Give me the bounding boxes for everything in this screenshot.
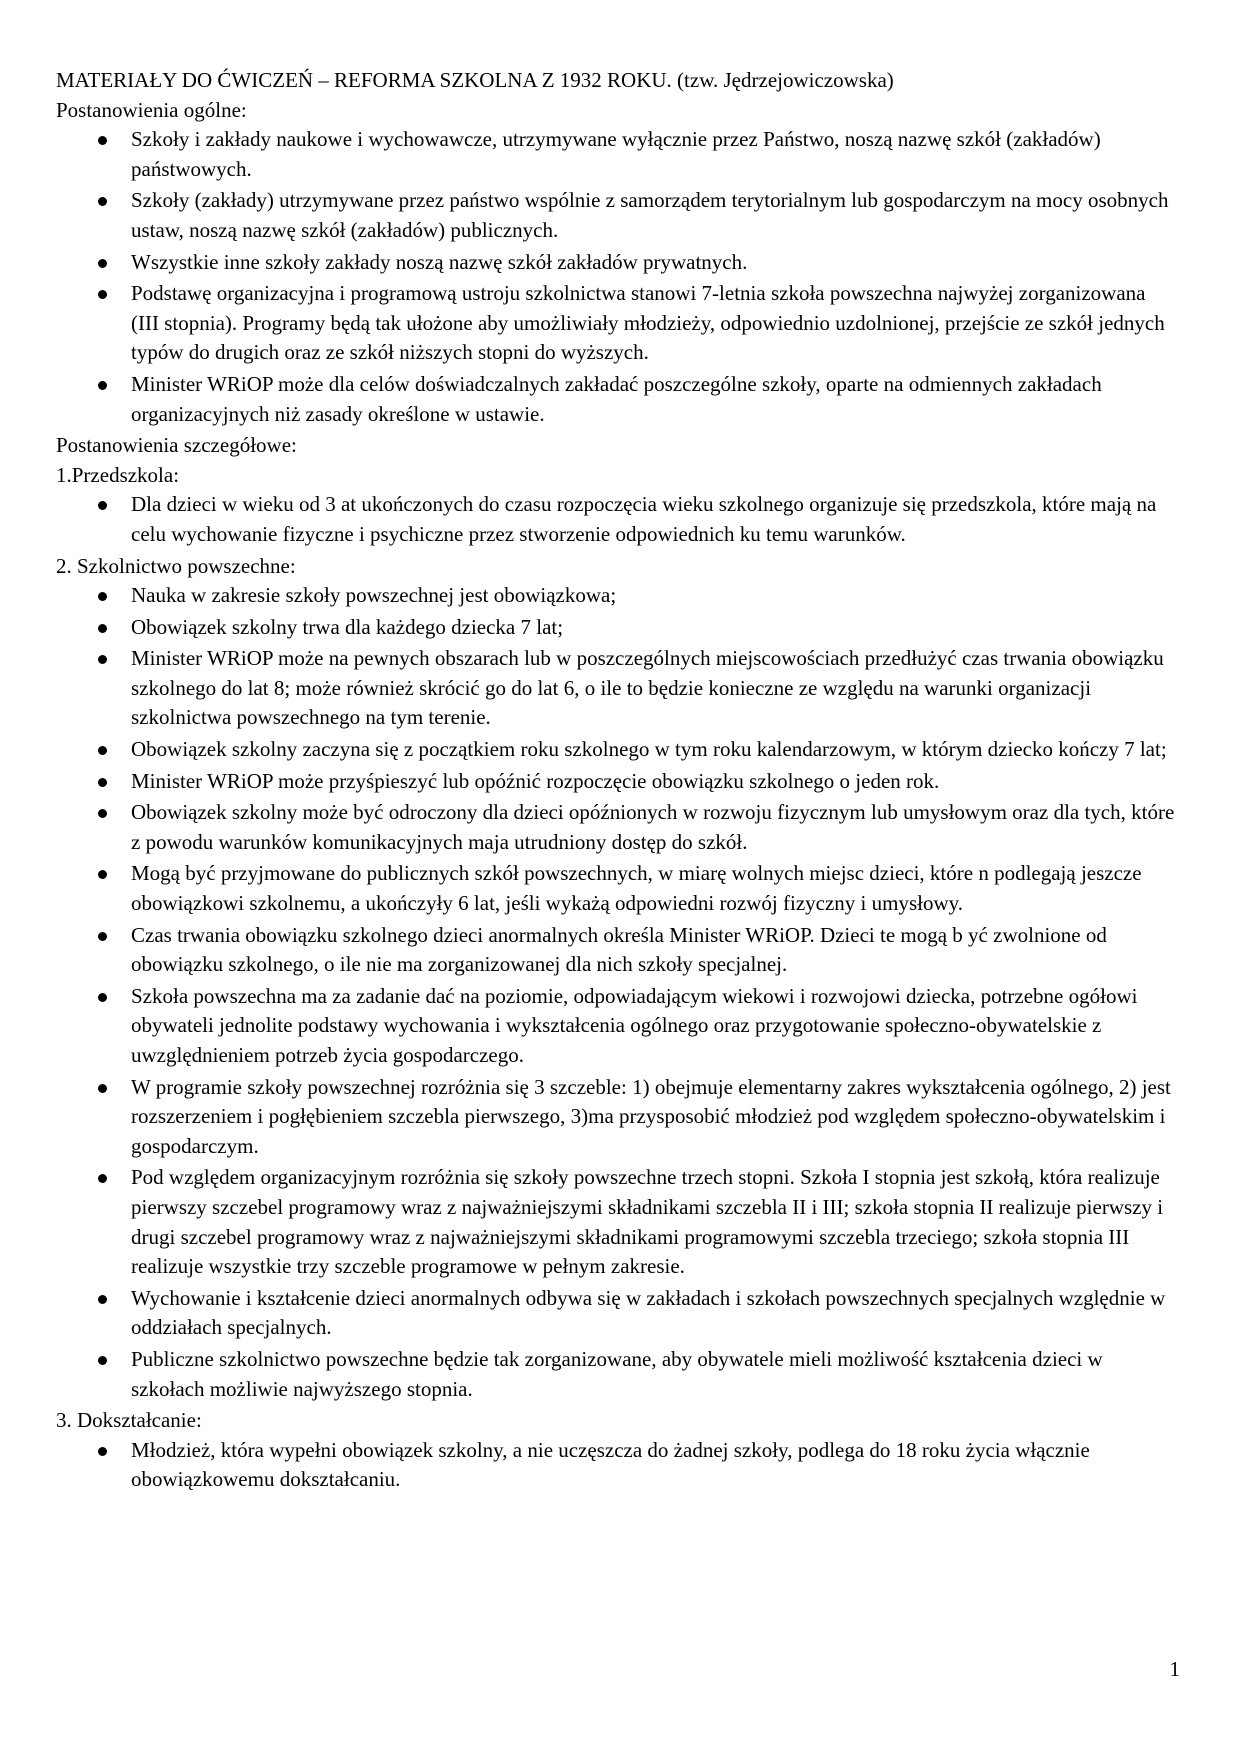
list-item <box>56 767 1186 797</box>
section-heading: 2. Szkolnictwo powszechne: <box>56 553 296 578</box>
bullet-icon <box>98 993 107 1002</box>
bullet-icon <box>98 1295 107 1304</box>
list-item-text: Minister WRiOP może dla celów doświadczalnych zakładać poszczególne szkoły, oparte na odmiennych zakładach organizacyjnych niż zasady określone w ustawie. <box>131 371 1102 426</box>
document-page <box>56 66 1186 1497</box>
bullet-icon <box>98 290 107 299</box>
section-heading: 1.Przedszkola: <box>56 462 180 487</box>
bullet-icon <box>98 655 107 664</box>
list-item-text: Mogą być przyjmowane do publicznych szkół powszechnych, w miarę wolnych miejsc dzieci, które n podlegają jeszcze obowiązkowi szkolnemu, a ukończyły 6 lat, jeśli wykażą odpowiedni rozwój fizyczny i umysłowy. <box>131 861 1142 916</box>
list-item <box>56 735 1186 765</box>
list-item-text: Obowiązek szkolny może być odroczony dla dzieci opóźnionych w rozwoju fizycznym lub umysłowym oraz dla tych, które z powodu warunków komunikacyjnych maja utrudniony dostęp do szkół. <box>131 800 1175 854</box>
section-heading: 3. Dokształcanie: <box>56 1408 202 1433</box>
bullet-icon <box>98 592 107 601</box>
list-item <box>56 1163 1186 1281</box>
list-item <box>56 1073 1186 1162</box>
list-item-text: Wszystkie inne szkoły zakłady noszą nazwę szkół zakładów prywatnych. <box>131 249 748 274</box>
bullet-icon <box>98 870 107 879</box>
list-item <box>56 248 1186 278</box>
list-item <box>56 581 1186 611</box>
list-item-text: Obowiązek szkolny zaczyna się z początkiem roku szkolnego w tym roku kalendarzowym, w którym dziecko kończy 7 lat; <box>131 737 1167 762</box>
bullet-icon <box>98 1084 107 1093</box>
list-item-text: Minister WRiOP może przyśpieszyć lub opóźnić rozpoczęcie obowiązku szkolnego o jeden rok. <box>131 768 940 793</box>
bullet-list <box>56 490 1186 549</box>
bullet-list <box>56 581 1186 1404</box>
section-heading: Postanowienia ogólne: <box>56 97 247 122</box>
list-item-text: Dla dzieci w wieku od 3 at ukończonych do czasu rozpoczęcia wieku szkolnego organizuje się przedszkola, które mają na celu wychowanie fizyczne i psychiczne przez stworzenie odpowiednich ku temu warunków. <box>131 492 1157 546</box>
bullet-icon <box>98 381 107 390</box>
bullet-icon <box>98 1174 107 1183</box>
bullet-icon <box>98 1356 107 1365</box>
document-title: MATERIAŁY DO ĆWICZEŃ – REFORMA SZKOLNA Z 1932 ROKU. (tzw. Jędrzejowiczowska) <box>56 68 894 92</box>
document-sections <box>56 96 1186 1495</box>
bullet-icon <box>98 809 107 818</box>
list-item-text: Nauka w zakresie szkoły powszechnej jest obowiązkowa; <box>131 583 617 608</box>
list-item <box>56 921 1186 980</box>
list-item <box>56 1284 1186 1343</box>
list-item-text: Wychowanie i kształcenie dzieci anormalnych odbywa się w zakładach i szkołach powszechnych specjalnych względnie w oddziałach specjalnych. <box>131 1285 1166 1340</box>
list-item-text: Podstawę organizacyjna i programową ustroju szkolnictwa stanowi 7-letnia szkoła powszechna najwyżej zorganizowana (III stopnia). Programy będą tak ułożone aby umożliwiały młodzieży, odpowiednio uzdolnionej, przejście ze szkół jednych typów do drugich oraz ze szkół niższych stopni do wyższych. <box>131 281 1165 365</box>
bullet-icon <box>98 259 107 268</box>
list-item <box>56 1436 1186 1495</box>
list-item-text: Szkoły (zakłady) utrzymywane przez państwo wspólnie z samorządem terytorialnym lub gospodarczym na mocy osobnych ustaw, noszą nazwę szkół (zakładów) publicznych. <box>131 188 1169 242</box>
list-item <box>56 859 1186 918</box>
list-item <box>56 125 1186 184</box>
section-heading: Postanowienia szczegółowe: <box>56 433 297 458</box>
bullet-icon <box>98 624 107 633</box>
bullet-icon <box>98 136 107 145</box>
bullet-icon <box>98 197 107 206</box>
bullet-icon <box>98 778 107 787</box>
list-item <box>56 1345 1186 1404</box>
list-item <box>56 186 1186 245</box>
page-number: 1 <box>1169 1657 1180 1681</box>
bullet-icon <box>98 932 107 941</box>
list-item <box>56 798 1186 857</box>
list-item-text: Szkoła powszechna ma za zadanie dać na poziomie, odpowiadającym wiekowi i rozwojowi dziecka, potrzebne ogółowi obywateli jednolite podstawy wychowania i wykształcenia ogólnego oraz przygotowanie społeczno-obywatelskie z uwzględnieniem potrzeb życia gospodarczego. <box>131 983 1138 1067</box>
list-item-text: Młodzież, która wypełni obowiązek szkolny, a nie uczęszcza do żadnej szkoły, podlega do 18 roku życia włącznie obowiązkowemu dokształcaniu. <box>131 1437 1090 1492</box>
bullet-icon <box>98 746 107 755</box>
list-item <box>56 982 1186 1071</box>
list-item-text: Obowiązek szkolny trwa dla każdego dziecka 7 lat; <box>131 614 564 639</box>
list-item-text: W programie szkoły powszechnej rozróżnia się 3 szczeble: 1) obejmuje elementarny zakres wykształcenia ogólnego, 2) jest rozszerzeniem i pogłębieniem szczebla pierwszego, 3)ma przysposobić młodzież pod względem społeczno-obywatelskim i gospodarczym. <box>131 1074 1171 1158</box>
list-item-text: Publiczne szkolnictwo powszechne będzie tak zorganizowane, aby obywatele mieli możliwość kształcenia dzieci w szkołach możliwie najwyższego stopnia. <box>131 1346 1103 1401</box>
list-item-text: Pod względem organizacyjnym rozróżnia się szkoły powszechne trzech stopni. Szkoła I stopnia jest szkołą, która realizuje pierwszy szczebel programowy wraz z najważniejszymi składnikami szczebla II i III; szkoła stopnia II realizuje pierwszy i drugi szczebel programowy wraz z najważniejszymi składnikami programowymi szczebla trzeciego; szkoła stopnia III realizuje wszystkie trzy szczeble programowe w pełnym zakresie. <box>131 1165 1164 1279</box>
bullet-icon <box>98 1447 107 1456</box>
list-item <box>56 490 1186 549</box>
list-item <box>56 613 1186 643</box>
list-item <box>56 644 1186 733</box>
list-item-text: Minister WRiOP może na pewnych obszarach lub w poszczególnych miejscowościach przedłużyć czas trwania obowiązku szkolnego do lat 8; może również skrócić go do lat 6, o ile to będzie konieczne ze względu na warunki organizacji szkolnictwa powszechnego na tym terenie. <box>131 646 1164 730</box>
list-item-text: Czas trwania obowiązku szkolnego dzieci anormalnych określa Minister WRiOP. Dzieci te mogą b yć zwolnione od obowiązku szkolnego, o ile nie ma zorganizowanej dla nich szkoły specjalnej. <box>131 922 1107 977</box>
bullet-icon <box>98 501 107 510</box>
bullet-list <box>56 1436 1186 1495</box>
bullet-list <box>56 125 1186 429</box>
list-item <box>56 370 1186 429</box>
list-item <box>56 279 1186 368</box>
list-item-text: Szkoły i zakłady naukowe i wychowawcze, utrzymywane wyłącznie przez Państwo, noszą nazwę szkół (zakładów) państwowych. <box>131 127 1101 181</box>
